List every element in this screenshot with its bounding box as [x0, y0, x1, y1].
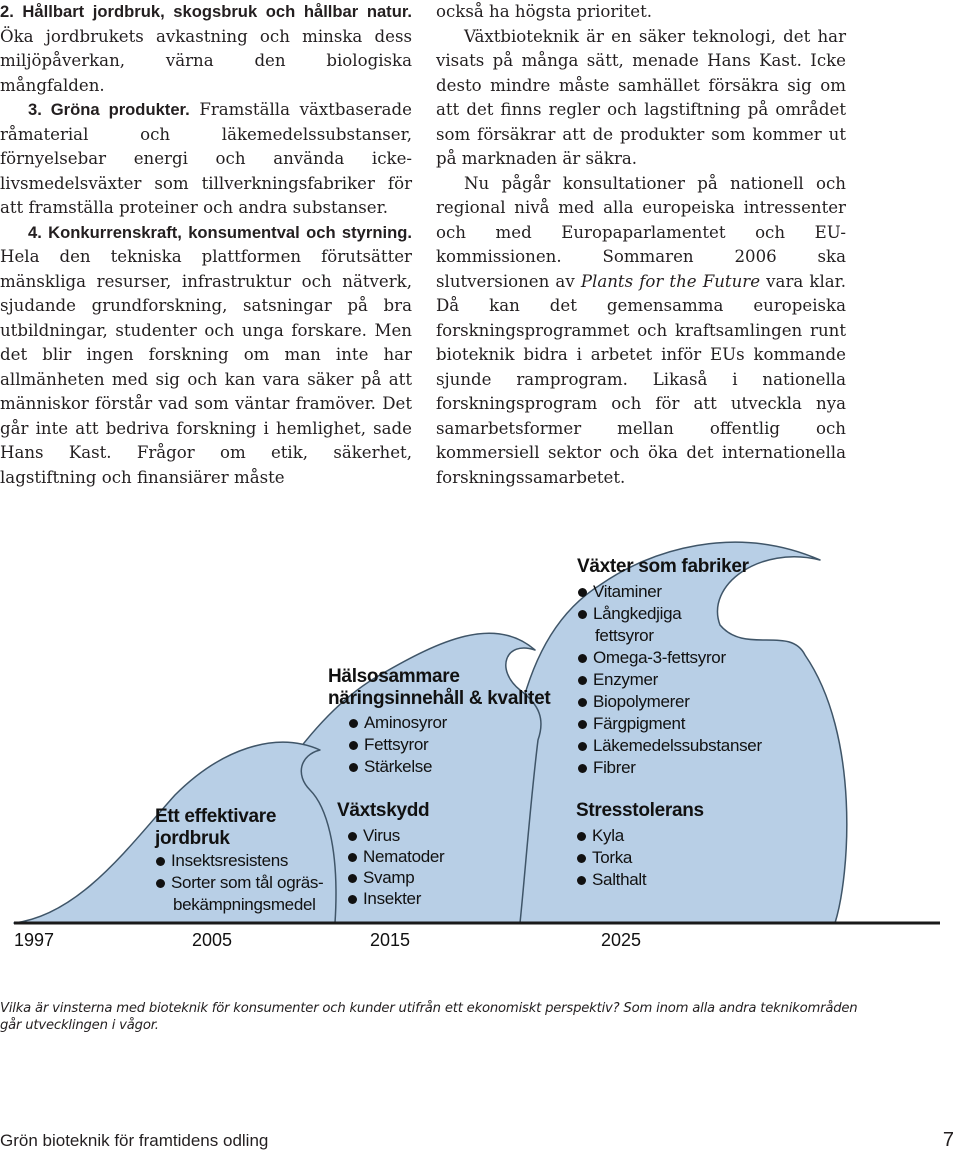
- item-4-paragraph: [0, 221, 412, 491]
- list-item: Läkemedelssubstanser: [577, 735, 762, 757]
- wave-2-heading-line-1: Hälsosammare: [328, 666, 460, 687]
- list-item: Fibrer: [577, 757, 762, 779]
- year-label: 2025: [601, 930, 642, 950]
- item-4-heading: 4. Konkurrenskraft, konsumentval och styrning.: [28, 222, 412, 242]
- right-text-column: [436, 0, 846, 490]
- page-number: 7: [942, 1129, 954, 1151]
- right-paragraph-3-end: vara klar. Då kan det gemensamma europeiska forskningsprogrammet och kraftsamlingen runt bioteknik bidra i arbetet inför EUs kommande sjunde ramprogram. Likaså i nationella forskningsprogram och för att utveckla nya samarbetsformer mellan offentlig och kommersiell sektor och öka det internationella forskningssamarbetet.: [436, 271, 847, 487]
- wave-1-label: [155, 806, 323, 916]
- list-item: Färgpigment: [577, 713, 762, 735]
- year-label: 2005: [192, 930, 233, 950]
- wave-3-bottom-list: [576, 825, 704, 891]
- right-paragraph-3-start: Nu pågår konsultationer på nationell och regional nivå med alla europeiska intressenter och med Europaparlamentet och EU-kommissionen. Sommaren 2006 ska slutversionen av: [436, 173, 846, 291]
- list-item: Vitaminer: [577, 581, 762, 603]
- figure-caption: Vilka är vinsterna med bioteknik för konsumenter och kunder utifrån ett ekonomiskt perspektiv? Som inom alla andra teknikområden går utvecklingen i vågor.: [0, 1001, 858, 1033]
- item-2-paragraph: [0, 0, 412, 98]
- wave-2-top-list: [348, 712, 550, 778]
- item-2-heading: 2. Hållbart jordbruk, skogsbruk och hållbar natur.: [0, 2, 412, 21]
- plants-for-the-future-title: Plants for the Future: [580, 271, 761, 291]
- right-paragraph-1: också ha högsta prioritet.: [436, 2, 653, 21]
- list-item-continuation: bekämpningsmedel: [173, 895, 316, 914]
- list-item: Stärkelse: [348, 756, 550, 778]
- wave-3-bottom-heading: Stresstolerans: [576, 800, 704, 821]
- left-text-column: [0, 0, 412, 490]
- wave-3-top-label: [577, 556, 762, 779]
- list-item: Enzymer: [577, 669, 762, 691]
- list-item: Virus: [347, 825, 444, 846]
- list-item: Biopolymerer: [577, 691, 762, 713]
- wave-1-heading-line-2: jordbruk: [155, 828, 230, 849]
- list-item: Aminosyror: [348, 712, 550, 734]
- list-item: Svamp: [347, 867, 444, 888]
- wave-2-bottom-list: [347, 825, 444, 909]
- year-label: 1997: [14, 930, 55, 950]
- list-item: Nematoder: [347, 846, 444, 867]
- list-item: Insektsresistens: [155, 850, 323, 872]
- item-3-heading: 3. Gröna produkter.: [28, 100, 190, 119]
- wave-2-top-label: [328, 666, 550, 778]
- wave-2-bottom-heading: Växtskydd: [337, 800, 430, 821]
- list-item: Fettsyror: [348, 734, 550, 756]
- biotech-waves-figure: [0, 505, 960, 975]
- list-item-continuation: fettsyror: [595, 626, 654, 645]
- item-2-text: Öka jordbrukets avkastning och minska dess miljöpåverkan, värna den biologiska mångfalden.: [0, 26, 412, 95]
- item-3-text: Framställa växtbaserade råmaterial och läkemedelssubstanser, förnyelsebar energi och använda icke-livsmedelsväxter som tillverkningsfabriker för att framställa proteiner och andra substanser.: [0, 100, 412, 217]
- footer-title: Grön bioteknik för framtidens odling: [0, 1131, 269, 1150]
- wave-3-top-list: [577, 581, 762, 779]
- list-item: Insekter: [347, 888, 444, 909]
- right-paragraph-2: Växtbioteknik är en säker teknologi, det har visats på många sätt, menade Hans Kast. Icke desto mindre måste samhället försäkra sig om att det finns regler och lagstiftning på området som försäkrar att de produkter som kommer ut på marknaden är säkra.: [436, 26, 846, 168]
- wave-2-heading-line-2: näringsinnehåll & kvalitet: [328, 688, 551, 709]
- wave-1-list: [155, 850, 323, 916]
- wave-3-heading: Växter som fabriker: [577, 556, 749, 577]
- item-4-text: Hela den tekniska plattformen förutsätter mänskliga resurser, infrastruktur och nätverk, sjudande grundforskning, satsningar på bra utbildningar, studenter och unga forskare. Men det blir ingen forskning om man inte har allmänheten med sig och kan vara säker på att människor förstår vad som väntar framöver. Det går inte att bedriva forskning i hemlighet, sade Hans Kast. Frågor om etik, säkerhet, lagstiftning och finansiärer måste: [0, 247, 412, 487]
- wave-2-bottom-label: [337, 800, 444, 909]
- right-paragraph-3: [436, 172, 846, 491]
- wave-3-bottom-label: [576, 800, 704, 891]
- list-item: Långkedjiga: [577, 603, 762, 625]
- year-label: 2015: [370, 930, 411, 950]
- wave-1-heading-line-1: Ett effektivare: [155, 806, 277, 827]
- item-3-paragraph: [0, 98, 412, 221]
- list-item: Salthalt: [576, 869, 704, 891]
- list-item: Sorter som tål ogräs-: [155, 872, 323, 894]
- list-item: Omega-3-fettsyror: [577, 647, 762, 669]
- list-item: Kyla: [576, 825, 704, 847]
- list-item: Torka: [576, 847, 704, 869]
